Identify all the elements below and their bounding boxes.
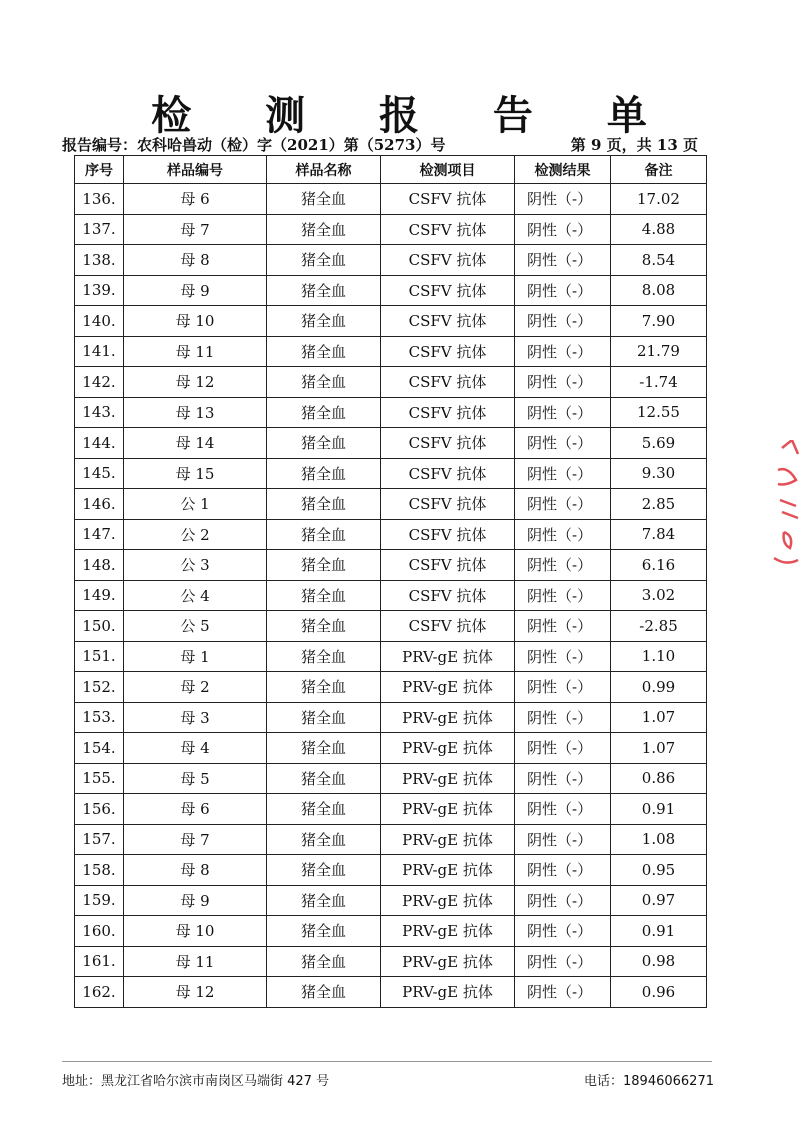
cell-result: 阴性（-） <box>515 885 611 916</box>
cell-sample-name: 猪全血 <box>267 916 381 947</box>
table-row <box>75 489 707 520</box>
cell-test-item: PRV-gE 抗体 <box>381 916 515 947</box>
cell-seq: 145. <box>75 458 124 489</box>
cell-seq: 149. <box>75 580 124 611</box>
cell-sample-name: 猪全血 <box>267 611 381 642</box>
footer <box>62 1070 714 1089</box>
cell-test-item: CSFV 抗体 <box>381 458 515 489</box>
table-row <box>75 519 707 550</box>
cell-result: 阴性（-） <box>515 275 611 306</box>
cell-sample-name: 猪全血 <box>267 184 381 215</box>
cell-test-item: PRV-gE 抗体 <box>381 885 515 916</box>
header-remark: 备注 <box>611 156 707 184</box>
cell-result: 阴性（-） <box>515 824 611 855</box>
page-info: 第 9 页，共 13 页 <box>570 136 698 154</box>
cell-remark: 6.16 <box>611 550 707 581</box>
table-body <box>75 184 707 1008</box>
cell-sample-name: 猪全血 <box>267 641 381 672</box>
cell-sample-id: 母 15 <box>124 458 267 489</box>
cell-remark: 8.54 <box>611 245 707 276</box>
cell-remark: 3.02 <box>611 580 707 611</box>
cell-sample-id: 母 3 <box>124 702 267 733</box>
cell-sample-name: 猪全血 <box>267 367 381 398</box>
table-row <box>75 885 707 916</box>
cell-remark: 7.84 <box>611 519 707 550</box>
cell-result: 阴性（-） <box>515 306 611 337</box>
cell-sample-id: 母 14 <box>124 428 267 459</box>
cell-sample-id: 母 5 <box>124 763 267 794</box>
cell-sample-name: 猪全血 <box>267 428 381 459</box>
cell-result: 阴性（-） <box>515 184 611 215</box>
cell-seq: 153. <box>75 702 124 733</box>
cell-result: 阴性（-） <box>515 916 611 947</box>
cell-result: 阴性（-） <box>515 489 611 520</box>
cell-remark: 0.95 <box>611 855 707 886</box>
cell-result: 阴性（-） <box>515 702 611 733</box>
cell-remark: 1.07 <box>611 702 707 733</box>
table-row <box>75 977 707 1008</box>
table-row <box>75 275 707 306</box>
cell-result: 阴性（-） <box>515 641 611 672</box>
cell-test-item: PRV-gE 抗体 <box>381 855 515 886</box>
cell-test-item: CSFV 抗体 <box>381 306 515 337</box>
cell-seq: 162. <box>75 977 124 1008</box>
cell-test-item: CSFV 抗体 <box>381 580 515 611</box>
table-row <box>75 184 707 215</box>
cell-result: 阴性（-） <box>515 611 611 642</box>
cell-remark: 0.91 <box>611 916 707 947</box>
cell-sample-id: 母 11 <box>124 336 267 367</box>
header-seq: 序号 <box>75 156 124 184</box>
cell-seq: 150. <box>75 611 124 642</box>
cell-remark: 21.79 <box>611 336 707 367</box>
table-row <box>75 763 707 794</box>
footer-divider <box>62 1061 712 1062</box>
cell-remark: 7.90 <box>611 306 707 337</box>
table-row <box>75 397 707 428</box>
cell-test-item: PRV-gE 抗体 <box>381 702 515 733</box>
cell-remark: -1.74 <box>611 367 707 398</box>
cell-test-item: CSFV 抗体 <box>381 184 515 215</box>
cell-sample-name: 猪全血 <box>267 672 381 703</box>
cell-seq: 139. <box>75 275 124 306</box>
cell-seq: 157. <box>75 824 124 855</box>
cell-sample-name: 猪全血 <box>267 763 381 794</box>
footer-address: 地址：黑龙江省哈尔滨市南岗区马端街 427 号 <box>62 1074 330 1089</box>
cell-result: 阴性（-） <box>515 580 611 611</box>
cell-result: 阴性（-） <box>515 428 611 459</box>
cell-sample-name: 猪全血 <box>267 580 381 611</box>
cell-remark: 2.85 <box>611 489 707 520</box>
cell-test-item: PRV-gE 抗体 <box>381 824 515 855</box>
cell-sample-name: 猪全血 <box>267 946 381 977</box>
table-row <box>75 336 707 367</box>
cell-test-item: PRV-gE 抗体 <box>381 641 515 672</box>
cell-sample-id: 母 8 <box>124 855 267 886</box>
cell-remark: 5.69 <box>611 428 707 459</box>
cell-seq: 159. <box>75 885 124 916</box>
cell-result: 阴性（-） <box>515 214 611 245</box>
cell-result: 阴性（-） <box>515 519 611 550</box>
table-row <box>75 550 707 581</box>
cell-remark: 12.55 <box>611 397 707 428</box>
cell-sample-name: 猪全血 <box>267 519 381 550</box>
cell-result: 阴性（-） <box>515 550 611 581</box>
cell-test-item: CSFV 抗体 <box>381 428 515 459</box>
table-header-row <box>75 156 707 184</box>
cell-test-item: CSFV 抗体 <box>381 611 515 642</box>
cell-result: 阴性（-） <box>515 855 611 886</box>
cell-test-item: CSFV 抗体 <box>381 519 515 550</box>
report-number: 报告编号：农科哈兽动（检）字（2021）第（5273）号 <box>62 136 446 154</box>
cell-remark: 17.02 <box>611 184 707 215</box>
cell-sample-id: 母 2 <box>124 672 267 703</box>
table-row <box>75 458 707 489</box>
cell-sample-id: 母 7 <box>124 824 267 855</box>
cell-result: 阴性（-） <box>515 397 611 428</box>
table-row <box>75 916 707 947</box>
cell-test-item: PRV-gE 抗体 <box>381 794 515 825</box>
table-row <box>75 946 707 977</box>
footer-phone: 电话：18946066271 <box>584 1074 714 1089</box>
cell-result: 阴性（-） <box>515 367 611 398</box>
cell-test-item: CSFV 抗体 <box>381 275 515 306</box>
cell-sample-name: 猪全血 <box>267 306 381 337</box>
cell-seq: 140. <box>75 306 124 337</box>
cell-seq: 136. <box>75 184 124 215</box>
cell-result: 阴性（-） <box>515 458 611 489</box>
table-row <box>75 855 707 886</box>
cell-sample-name: 猪全血 <box>267 977 381 1008</box>
cell-sample-name: 猪全血 <box>267 702 381 733</box>
cell-seq: 154. <box>75 733 124 764</box>
cell-test-item: CSFV 抗体 <box>381 367 515 398</box>
cell-sample-id: 母 4 <box>124 733 267 764</box>
cell-remark: 9.30 <box>611 458 707 489</box>
header-test-item: 检测项目 <box>381 156 515 184</box>
table-row <box>75 214 707 245</box>
cell-sample-id: 母 6 <box>124 184 267 215</box>
table-row <box>75 702 707 733</box>
cell-result: 阴性（-） <box>515 336 611 367</box>
cell-remark: -2.85 <box>611 611 707 642</box>
table-row <box>75 428 707 459</box>
cell-remark: 1.08 <box>611 824 707 855</box>
cell-sample-name: 猪全血 <box>267 824 381 855</box>
cell-remark: 0.99 <box>611 672 707 703</box>
cell-sample-id: 母 9 <box>124 275 267 306</box>
cell-sample-id: 母 12 <box>124 367 267 398</box>
table-row <box>75 733 707 764</box>
cell-remark: 1.07 <box>611 733 707 764</box>
cell-sample-name: 猪全血 <box>267 336 381 367</box>
cell-test-item: CSFV 抗体 <box>381 397 515 428</box>
table-row <box>75 245 707 276</box>
header-sample-name: 样品名称 <box>267 156 381 184</box>
cell-test-item: PRV-gE 抗体 <box>381 763 515 794</box>
cell-test-item: CSFV 抗体 <box>381 489 515 520</box>
cell-sample-id: 母 10 <box>124 306 267 337</box>
cell-sample-id: 母 12 <box>124 977 267 1008</box>
cell-seq: 144. <box>75 428 124 459</box>
table-row <box>75 794 707 825</box>
cell-seq: 147. <box>75 519 124 550</box>
cell-remark: 1.10 <box>611 641 707 672</box>
cell-seq: 137. <box>75 214 124 245</box>
cell-test-item: CSFV 抗体 <box>381 550 515 581</box>
cell-seq: 155. <box>75 763 124 794</box>
document-title: 检 测 报 告 单 <box>151 93 677 139</box>
table-row <box>75 672 707 703</box>
cell-seq: 146. <box>75 489 124 520</box>
cell-sample-name: 猪全血 <box>267 245 381 276</box>
cell-test-item: PRV-gE 抗体 <box>381 672 515 703</box>
cell-sample-id: 公 4 <box>124 580 267 611</box>
cell-sample-id: 母 11 <box>124 946 267 977</box>
table-row <box>75 580 707 611</box>
cell-test-item: CSFV 抗体 <box>381 245 515 276</box>
cell-sample-id: 母 13 <box>124 397 267 428</box>
cell-result: 阴性（-） <box>515 794 611 825</box>
cell-seq: 138. <box>75 245 124 276</box>
cell-sample-id: 公 1 <box>124 489 267 520</box>
cell-result: 阴性（-） <box>515 733 611 764</box>
cell-test-item: PRV-gE 抗体 <box>381 977 515 1008</box>
cell-sample-name: 猪全血 <box>267 489 381 520</box>
cell-sample-name: 猪全血 <box>267 397 381 428</box>
results-table <box>74 155 707 1008</box>
cell-sample-id: 母 7 <box>124 214 267 245</box>
table-row <box>75 367 707 398</box>
cell-remark: 8.08 <box>611 275 707 306</box>
cell-seq: 141. <box>75 336 124 367</box>
table-row <box>75 824 707 855</box>
cell-sample-id: 公 2 <box>124 519 267 550</box>
cell-sample-id: 母 8 <box>124 245 267 276</box>
cell-seq: 143. <box>75 397 124 428</box>
cell-test-item: CSFV 抗体 <box>381 214 515 245</box>
cell-result: 阴性（-） <box>515 946 611 977</box>
cell-sample-id: 公 3 <box>124 550 267 581</box>
cell-sample-name: 猪全血 <box>267 885 381 916</box>
cell-sample-id: 母 1 <box>124 641 267 672</box>
cell-result: 阴性（-） <box>515 245 611 276</box>
cell-seq: 152. <box>75 672 124 703</box>
red-stamp-fragment <box>768 440 800 570</box>
cell-sample-name: 猪全血 <box>267 733 381 764</box>
cell-remark: 0.97 <box>611 885 707 916</box>
cell-remark: 0.86 <box>611 763 707 794</box>
cell-seq: 156. <box>75 794 124 825</box>
header-result: 检测结果 <box>515 156 611 184</box>
cell-test-item: CSFV 抗体 <box>381 336 515 367</box>
cell-sample-id: 母 10 <box>124 916 267 947</box>
stamp-edge-icon <box>768 440 800 570</box>
cell-seq: 148. <box>75 550 124 581</box>
report-header <box>62 134 702 155</box>
cell-seq: 151. <box>75 641 124 672</box>
cell-result: 阴性（-） <box>515 672 611 703</box>
table-row <box>75 306 707 337</box>
cell-remark: 0.98 <box>611 946 707 977</box>
cell-result: 阴性（-） <box>515 977 611 1008</box>
cell-seq: 158. <box>75 855 124 886</box>
cell-sample-id: 母 9 <box>124 885 267 916</box>
cell-remark: 0.96 <box>611 977 707 1008</box>
table-row <box>75 611 707 642</box>
cell-seq: 160. <box>75 916 124 947</box>
header-sample-id: 样品编号 <box>124 156 267 184</box>
cell-sample-id: 公 5 <box>124 611 267 642</box>
cell-sample-id: 母 6 <box>124 794 267 825</box>
cell-sample-name: 猪全血 <box>267 855 381 886</box>
cell-sample-name: 猪全血 <box>267 794 381 825</box>
cell-remark: 0.91 <box>611 794 707 825</box>
cell-test-item: PRV-gE 抗体 <box>381 733 515 764</box>
cell-sample-name: 猪全血 <box>267 214 381 245</box>
table-row <box>75 641 707 672</box>
cell-test-item: PRV-gE 抗体 <box>381 946 515 977</box>
cell-result: 阴性（-） <box>515 763 611 794</box>
cell-seq: 142. <box>75 367 124 398</box>
cell-sample-name: 猪全血 <box>267 275 381 306</box>
cell-sample-name: 猪全血 <box>267 550 381 581</box>
cell-remark: 4.88 <box>611 214 707 245</box>
cell-seq: 161. <box>75 946 124 977</box>
cell-sample-name: 猪全血 <box>267 458 381 489</box>
